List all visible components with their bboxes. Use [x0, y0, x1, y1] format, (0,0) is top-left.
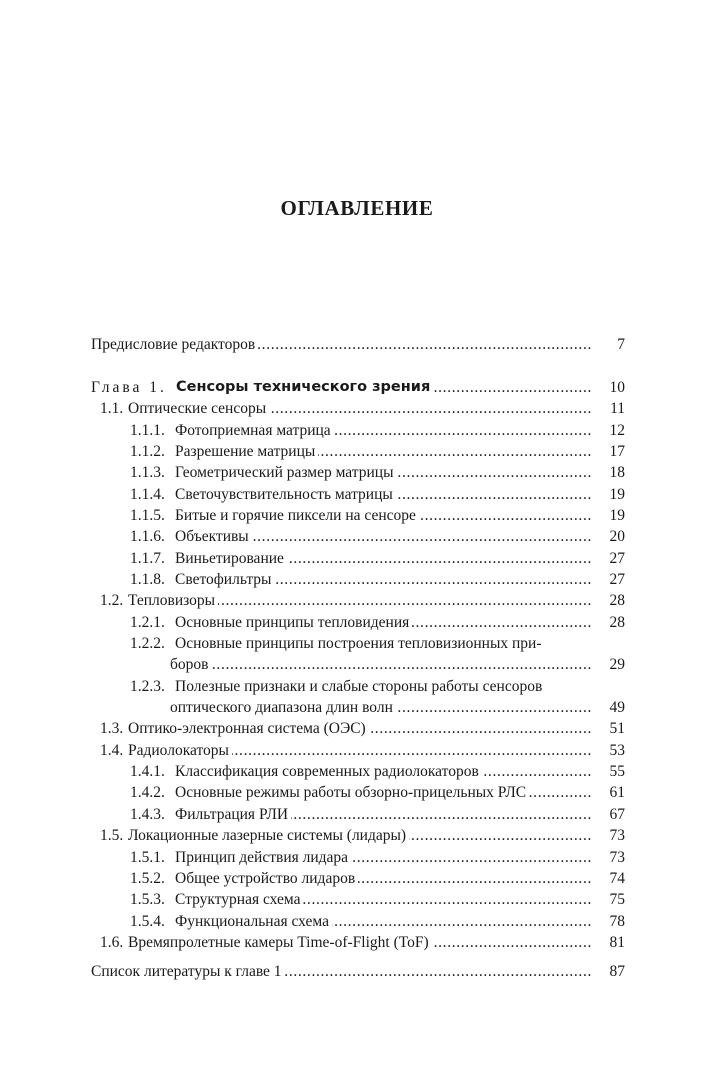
section-number: 1.1.3.	[130, 464, 165, 482]
dot-leader	[211, 654, 592, 675]
toc-entry-title: Классификация современных радиолокаторов	[175, 763, 479, 781]
toc-entry-title: Светофильтры	[175, 571, 272, 589]
toc-entry[interactable]	[91, 740, 625, 761]
toc-entry-title: Разрешение матрицы	[175, 442, 316, 460]
toc-page-number: 20	[609, 528, 625, 546]
dot-leader	[232, 740, 592, 761]
toc-entry-title-line: оптического диапазона длин волн	[170, 699, 393, 717]
dot-leader	[269, 398, 592, 419]
toc-entry-title: Функциональная схема	[175, 912, 329, 930]
toc-entry[interactable]	[91, 804, 625, 825]
toc-entry[interactable]	[91, 911, 625, 932]
toc-page-number: 19	[609, 507, 625, 524]
chapter-label: Глава 1.	[91, 378, 167, 396]
toc-entry[interactable]	[91, 441, 625, 462]
section-number: 1.2.	[100, 592, 124, 610]
toc-entry-title: Структурная схема	[175, 891, 301, 909]
toc-entry[interactable]	[91, 932, 625, 953]
toc-page-number: 55	[609, 763, 625, 781]
dot-leader	[218, 590, 592, 611]
page-title: ОГЛАВЛЕНИЕ	[280, 196, 434, 220]
toc-page-number: 75	[609, 891, 625, 909]
toc-entry-title-line: Основные принципы построения тепловизионных при-	[175, 635, 542, 653]
section-number: 1.5.1.	[130, 848, 165, 866]
dot-leader	[482, 761, 592, 782]
toc-page-number: 51	[609, 720, 625, 738]
toc-page-number: 81	[609, 933, 625, 951]
toc-entry[interactable]	[91, 505, 625, 526]
toc-chapter-entry[interactable]	[91, 377, 625, 398]
dot-leader	[419, 505, 592, 526]
section-number: 1.1.1.	[130, 421, 165, 439]
toc-entry[interactable]	[91, 420, 625, 441]
dot-leader	[285, 961, 592, 982]
toc-entry[interactable]	[91, 961, 625, 982]
section-number: 1.6.	[100, 933, 124, 951]
toc-entry[interactable]	[91, 398, 625, 419]
dot-leader	[291, 804, 592, 825]
toc-entry-title: Предисловие редакторов	[91, 336, 256, 353]
toc-entry-title: Фильтрация РЛИ	[175, 805, 289, 823]
toc-entry-title: Геометрический размер матрицы	[175, 464, 394, 482]
dot-leader	[409, 825, 592, 846]
toc-page-number: 73	[609, 827, 625, 845]
toc-page-number: 10	[609, 378, 625, 396]
section-number: 1.1.7.	[130, 549, 165, 567]
dot-leader	[433, 377, 592, 398]
toc-entry[interactable]	[91, 633, 625, 654]
toc-entry-title: Битые и горячие пиксели на сенсоре	[175, 507, 416, 524]
toc-entry-title: Общее устройство лидаров	[175, 869, 356, 887]
dot-leader	[274, 569, 592, 590]
toc-page-number: 28	[609, 592, 625, 610]
toc-page-number: 11	[610, 400, 625, 418]
toc-page-number: 29	[609, 656, 625, 674]
dot-leader	[358, 868, 592, 889]
section-number: 1.2.2.	[130, 635, 165, 653]
toc-entry-title-line: боров	[170, 656, 209, 674]
toc-entry[interactable]	[91, 782, 625, 803]
dot-leader	[396, 697, 592, 718]
toc-entry[interactable]	[91, 718, 625, 739]
section-number: 1.4.	[100, 741, 124, 759]
toc-entry[interactable]	[91, 484, 625, 505]
section-number: 1.4.2.	[130, 784, 165, 802]
toc-entry-title: Принцип действия лидара	[175, 848, 349, 866]
chapter-title: Сенсоры технического зрения	[176, 378, 431, 395]
dot-leader	[303, 889, 592, 910]
dot-leader	[252, 526, 592, 547]
toc-entry[interactable]	[91, 889, 625, 910]
toc-page-number: 87	[609, 963, 625, 981]
section-number: 1.2.3.	[130, 677, 165, 695]
toc-page-number: 19	[609, 485, 625, 503]
section-number: 1.4.3.	[130, 805, 165, 823]
section-number: 1.1.	[100, 400, 124, 418]
toc-entry-title: Фотоприемная матрица	[175, 421, 331, 439]
dot-leader	[351, 847, 592, 868]
toc-page-number: 49	[609, 699, 625, 717]
toc-page-number: 74	[609, 869, 625, 887]
dot-leader	[318, 441, 592, 462]
toc-entry[interactable]	[91, 761, 625, 782]
toc-entry-title: Светочувствительность матрицы	[175, 485, 393, 503]
toc-entry-title: Тепловизоры	[128, 592, 216, 610]
dot-leader	[397, 462, 593, 483]
dot-leader	[412, 612, 592, 633]
toc-entry-title: Локационные лазерные системы (лидары)	[128, 827, 407, 845]
section-number: 1.5.2.	[130, 869, 165, 887]
toc-entry-title: Список литературы к главе 1	[91, 963, 282, 981]
toc-entry-title-line: Полезные признаки и слабые стороны работы сенсоров	[175, 677, 543, 695]
section-number: 1.5.3.	[130, 891, 165, 909]
toc-entry[interactable]	[91, 868, 625, 889]
toc-page-number: 7	[617, 336, 625, 353]
section-number: 1.4.1.	[130, 763, 165, 781]
toc-entry-title: Объективы	[175, 528, 249, 546]
section-number: 1.1.5.	[130, 507, 165, 524]
toc-page-number: 27	[609, 549, 625, 567]
toc-entry[interactable]	[91, 612, 625, 633]
toc-entry[interactable]	[91, 590, 625, 611]
toc-entry[interactable]	[91, 847, 625, 868]
toc-page-number: 18	[609, 464, 625, 482]
section-number: 1.3.	[100, 720, 124, 738]
toc-entry-title: Виньетирование	[175, 549, 284, 567]
section-number: 1.1.6.	[130, 528, 165, 546]
toc-entry[interactable]	[91, 825, 625, 846]
dot-leader	[334, 420, 592, 441]
toc-entry-continuation[interactable]	[91, 697, 625, 718]
section-number: 1.1.2.	[130, 442, 165, 460]
toc-entry[interactable]	[91, 569, 625, 590]
toc-entry[interactable]	[91, 548, 625, 569]
toc-entry-title: Основные режимы работы обзорно-прицельных РЛС	[175, 784, 527, 802]
toc-entry-continuation[interactable]	[91, 654, 625, 675]
dot-leader	[396, 484, 592, 505]
dot-leader	[287, 548, 592, 569]
toc-page-number: 53	[609, 741, 625, 759]
toc-entry-title: Основные принципы тепловидения	[175, 613, 410, 631]
toc-page-number: 27	[609, 571, 625, 589]
toc-entry-title: Времяпролетные камеры Time-of-Flight (ToF)	[128, 933, 429, 951]
toc-page-number: 61	[609, 784, 625, 802]
section-number: 1.5.	[100, 827, 124, 845]
toc-entry-title: Оптические сенсоры	[128, 400, 267, 418]
toc-entry[interactable]	[91, 334, 625, 355]
section-number: 1.2.1.	[130, 613, 165, 631]
toc-entry[interactable]	[91, 462, 625, 483]
table-of-contents	[91, 334, 625, 983]
toc-page-number: 67	[609, 805, 625, 823]
toc-page-number: 73	[609, 848, 625, 866]
toc-entry-title: Радиолокаторы	[128, 741, 229, 759]
toc-entry[interactable]	[91, 676, 625, 697]
dot-leader	[529, 782, 592, 803]
section-number: 1.1.4.	[130, 485, 165, 503]
toc-page-number: 28	[609, 613, 625, 631]
toc-page-number: 12	[609, 421, 625, 439]
toc-entry-title: Оптико-электронная система (ОЭС)	[128, 720, 366, 738]
dot-leader	[332, 911, 592, 932]
toc-page-number: 78	[609, 912, 625, 930]
toc-entry[interactable]	[91, 526, 625, 547]
section-number: 1.5.4.	[130, 912, 165, 930]
section-number: 1.1.8.	[130, 571, 165, 589]
dot-leader	[258, 334, 592, 355]
dot-leader	[432, 932, 592, 953]
dot-leader	[369, 718, 592, 739]
toc-page-number: 17	[609, 442, 625, 460]
